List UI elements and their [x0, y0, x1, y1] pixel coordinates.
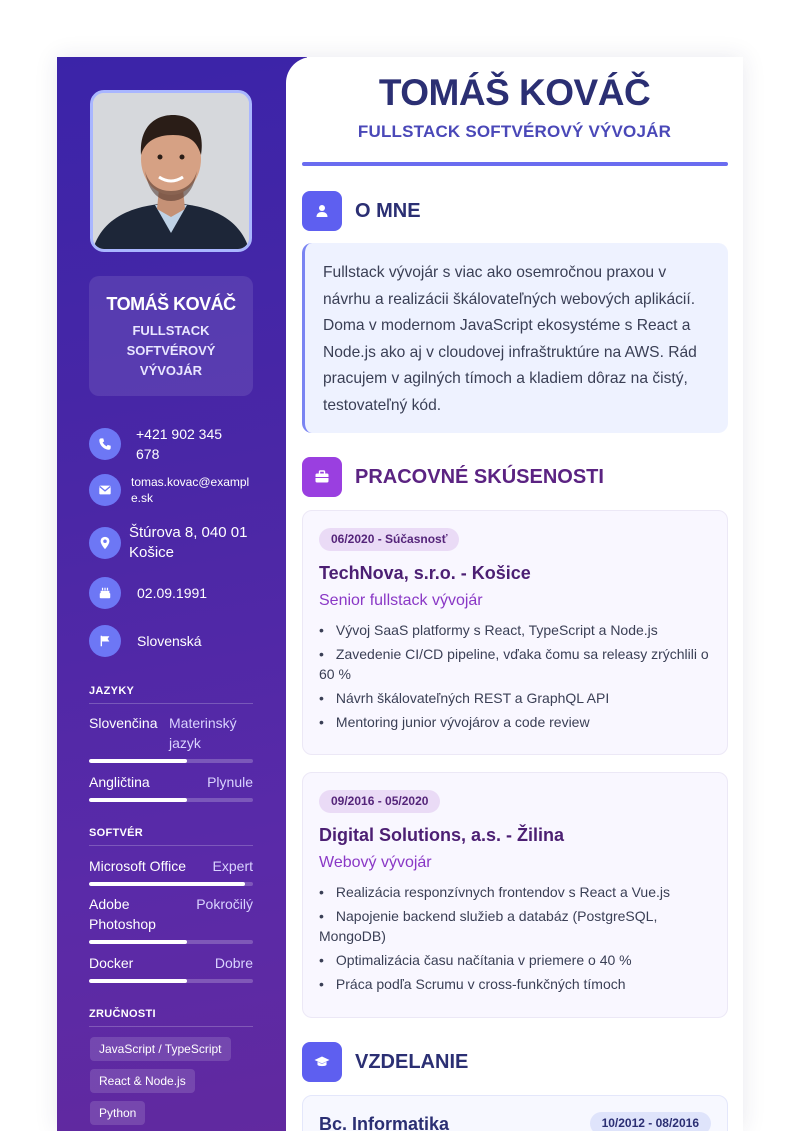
job-bullet: • Návrh škálovateľných REST a GraphQL API — [319, 688, 711, 708]
job-bullets — [319, 620, 711, 732]
job-position: Senior fullstack vývojár — [319, 592, 483, 609]
software-item — [89, 894, 253, 944]
about-title: O MNE — [355, 199, 421, 222]
software-level: Expert — [212, 858, 253, 874]
language-level: Plynule — [207, 774, 253, 790]
phone-icon — [89, 428, 121, 460]
job-position: Webový vývojár — [319, 854, 432, 871]
job-bullet: • Mentoring junior vývojárov a code review — [319, 712, 711, 732]
contact-phone — [89, 424, 269, 464]
language-level: Materinský jazyk — [169, 715, 237, 751]
software-level-bar — [89, 882, 253, 886]
job-bullet: • Optimalizácia času načítania v priemere o 40 % — [319, 950, 711, 970]
phone-text: +421 902 345 678 — [136, 426, 223, 462]
education-section-header — [302, 1042, 468, 1082]
job-date-badge: 09/2016 - 05/2020 — [319, 790, 440, 813]
experience-section-header — [302, 457, 604, 497]
email-icon — [89, 474, 121, 506]
header-role: FULLSTACK SOFTVÉROVÝ VÝVOJÁR — [357, 122, 672, 141]
software-heading: SOFTVÉR — [89, 827, 253, 846]
contact-birthdate — [89, 577, 269, 609]
flag-icon — [89, 625, 121, 657]
email-text: tomas.kovac@example.sk — [131, 475, 250, 505]
location-icon — [89, 527, 121, 559]
education-date-badge: 10/2012 - 08/2016 — [590, 1112, 711, 1131]
software-name: Adobe Photoshop — [89, 896, 156, 932]
contact-address — [89, 523, 269, 563]
education-degree: Bc. Informatika — [319, 1114, 450, 1131]
about-text: Fullstack vývojár s viac ako osemročnou praxou v návrhu a realizácii škálovateľných webových aplikácií. Doma v modernom JavaScript ekosystéme s React a Node.js ako aj v cloudovej infraštruktúre na AWS. Rád pracujem v agilných tímoch a kladiem dôraz na čistý, testovateľný kód. — [302, 243, 728, 433]
briefcase-icon — [302, 457, 342, 497]
header-divider — [302, 162, 728, 166]
education-title: VZDELANIE — [355, 1050, 469, 1073]
software-level: Dobre — [214, 955, 253, 971]
resume-page — [57, 57, 743, 1131]
job-bullet: • Práca podľa Scrumu v cross-funkčných tímoch — [319, 974, 711, 994]
software-level-bar — [89, 979, 253, 983]
language-name: Slovenčina — [89, 715, 158, 731]
contact-email — [89, 474, 269, 506]
address-text: Štúrova 8, 040 01 Košice — [129, 524, 248, 561]
software-level-bar — [89, 940, 253, 944]
sidebar-name: TOMÁŠ KOVÁČ — [106, 294, 236, 314]
education-card — [302, 1095, 728, 1131]
software-name: Microsoft Office — [89, 858, 186, 874]
skill-tag: Python — [90, 1101, 145, 1125]
sidebar-role: FULLSTACK SOFTVÉROVÝ VÝVOJÁR — [126, 323, 216, 378]
language-name: Angličtina — [89, 774, 150, 790]
graduation-cap-icon — [302, 1042, 342, 1082]
language-level-bar — [89, 759, 253, 763]
software-item — [89, 953, 253, 983]
sidebar-name-card — [89, 276, 253, 396]
skills-heading: ZRUČNOSTI — [89, 1008, 253, 1027]
languages-heading: JAZYKY — [89, 685, 253, 704]
skill-tag: JavaScript / TypeScript — [90, 1037, 231, 1061]
skill-tag: React & Node.js — [90, 1069, 195, 1093]
job-company: Digital Solutions, a.s. - Žilina — [319, 825, 565, 845]
person-icon — [302, 191, 342, 231]
birthday-cake-icon — [89, 577, 121, 609]
language-level-bar — [89, 798, 253, 802]
software-name: Docker — [89, 955, 134, 971]
job-bullet: • Zavedenie CI/CD pipeline, vďaka čomu sa releasy zrýchlili o 60 % — [319, 644, 711, 684]
job-card — [302, 510, 728, 755]
job-bullet: • Vývoj SaaS platformy s React, TypeScript a Node.js — [319, 620, 711, 640]
birthdate-text: 02.09.1991 — [137, 585, 208, 601]
job-bullet: • Napojenie backend služieb a databáz (PostgreSQL, MongoDB) — [319, 906, 711, 946]
header-name: TOMÁŠ KOVÁČ — [378, 72, 651, 113]
software-item — [89, 856, 253, 886]
sidebar — [57, 57, 307, 1131]
experience-title: PRACOVNÉ SKÚSENOSTI — [355, 465, 604, 488]
job-bullets — [319, 882, 711, 994]
job-company: TechNova, s.r.o. - Košice — [319, 563, 531, 583]
about-section-header — [302, 191, 421, 231]
software-level: Pokročilý — [196, 896, 253, 912]
language-item — [89, 713, 253, 763]
job-date-badge: 06/2020 - Súčasnosť — [319, 528, 459, 551]
job-bullet: • Realizácia responzívnych frontendov s React a Vue.js — [319, 882, 711, 902]
nationality-text: Slovenská — [137, 633, 202, 649]
main-content — [286, 57, 743, 1131]
contact-nationality — [89, 625, 269, 657]
profile-photo — [90, 90, 252, 252]
job-card — [302, 772, 728, 1018]
language-item — [89, 772, 253, 802]
profile-photo-image — [93, 93, 249, 249]
